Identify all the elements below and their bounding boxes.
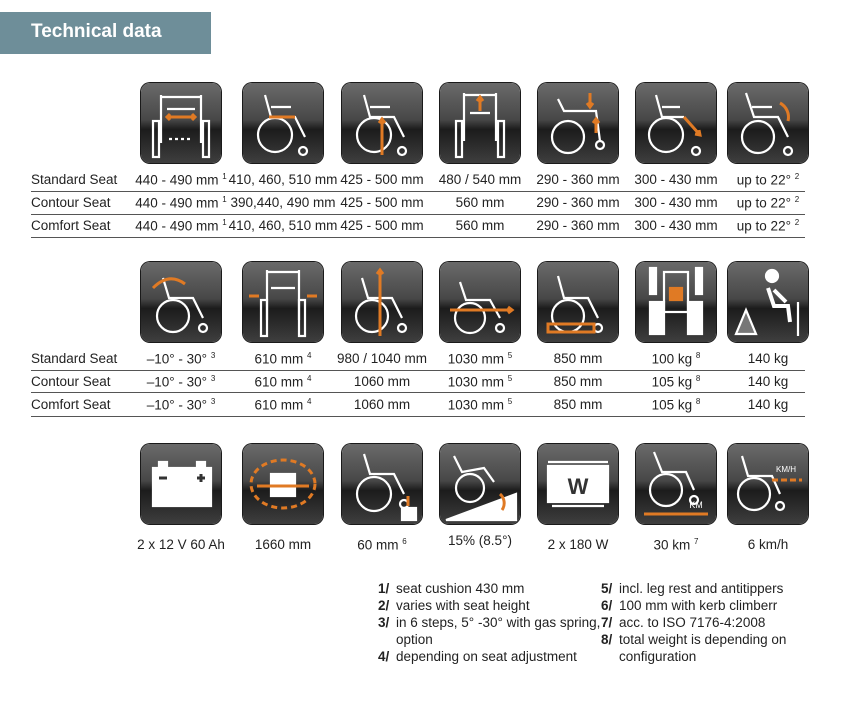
battery-icon [141, 444, 221, 524]
table-cell [713, 351, 823, 366]
footnote-ref: 3 [210, 397, 216, 406]
cell-value: up to 22° [736, 172, 791, 188]
footnote-number: 4/ [378, 649, 390, 664]
table-cell [228, 218, 338, 233]
cell-value: 1030 mm [447, 397, 505, 413]
table-cell [126, 397, 236, 413]
table-cell [126, 374, 236, 390]
footnote-ref: 2 [794, 218, 800, 227]
row-divider [31, 370, 805, 371]
speed-icon-label: KM/H [776, 465, 796, 474]
table-cell [425, 397, 535, 413]
cell-value: 610 mm [254, 397, 304, 413]
footnote-ref: 5 [507, 351, 513, 360]
feature-value: 6 km/h [747, 537, 789, 552]
cell-value: 1030 mm [447, 374, 505, 390]
legrest-length-icon [636, 83, 716, 163]
speed-icon [728, 444, 808, 524]
folded-length-icon [538, 262, 618, 342]
cell-value: 980 / 1040 mm [336, 351, 428, 366]
table-cell [126, 218, 236, 234]
table-cell [425, 351, 535, 367]
footnote-ref: 1 [222, 195, 227, 204]
table-cell [327, 351, 437, 366]
cell-value: 140 kg [747, 374, 789, 389]
table-cell [523, 195, 633, 210]
footnote-number: 7/ [601, 615, 613, 630]
footnote-text: varies with seat height [396, 598, 530, 613]
footnote [378, 648, 608, 665]
footnote-text: acc. to ISO 7176-4:2008 [619, 615, 766, 630]
row-label: Contour Seat [31, 374, 111, 389]
cell-value: 300 - 430 mm [634, 195, 718, 210]
turning-circle-icon [243, 444, 323, 524]
feature-label [713, 537, 823, 552]
cell-value: 105 kg [651, 374, 693, 390]
cell-value: 440 - 490 mm [135, 172, 219, 188]
footnote [378, 597, 608, 614]
cell-value: 290 - 360 mm [536, 218, 620, 233]
feature-label [327, 537, 437, 553]
table-cell [228, 351, 338, 367]
table-cell [523, 351, 633, 366]
cell-value: 610 mm [254, 374, 304, 390]
range-icon-label: KM [689, 500, 703, 510]
cell-value: 1060 mm [353, 397, 411, 412]
feature-label [126, 537, 236, 552]
table-cell [327, 195, 437, 210]
cell-value: 1060 mm [353, 374, 411, 389]
footnote-ref: 1 [222, 172, 227, 181]
cell-value: 410, 460, 510 mm [228, 218, 338, 233]
cell-value: 425 - 500 mm [340, 218, 424, 233]
footnote-text: 100 mm with kerb climberr [619, 598, 778, 613]
table-cell [228, 195, 338, 210]
footnote-text: in 6 steps, 5° -30° with gas spring, option [396, 615, 601, 647]
table-cell [425, 172, 535, 187]
footnote [378, 614, 608, 648]
row-label: Contour Seat [31, 195, 111, 210]
range-icon [636, 444, 716, 524]
table-cell [713, 195, 823, 211]
motor-icon-label: W [567, 474, 589, 499]
row-label: Standard Seat [31, 172, 118, 187]
seat-depth-icon [243, 83, 323, 163]
row-divider [31, 416, 805, 417]
footnote-text: total weight is depending on configuration [619, 632, 787, 664]
row-label: Comfort Seat [31, 218, 111, 233]
motor-icon [538, 444, 618, 524]
cell-value: –10° - 30° [146, 374, 208, 390]
table-cell [523, 397, 633, 412]
footnote-ref: 8 [695, 374, 701, 383]
cell-value: 300 - 430 mm [634, 218, 718, 233]
footnote-ref: 2 [794, 195, 800, 204]
cell-value: 480 / 540 mm [438, 172, 522, 187]
table-cell [523, 374, 633, 389]
cell-value: 850 mm [553, 374, 603, 389]
overall-width-icon [243, 262, 323, 342]
row-divider [31, 392, 805, 393]
table-cell [228, 374, 338, 390]
row-label: Standard Seat [31, 351, 118, 366]
footnote-ref: 5 [507, 374, 513, 383]
footnote-ref: 8 [695, 397, 701, 406]
feature-label [228, 537, 338, 552]
cell-value: 100 kg [651, 351, 693, 367]
armrest-height-icon [538, 83, 618, 163]
cell-value: 300 - 430 mm [634, 172, 718, 187]
footnote-ref: 1 [222, 218, 227, 227]
table-cell [523, 172, 633, 187]
table-cell [425, 195, 535, 210]
footnote-ref: 3 [210, 374, 216, 383]
feature-label [425, 533, 535, 548]
footnote-ref: 2 [794, 172, 800, 181]
table-cell [713, 374, 823, 389]
cell-value: 560 mm [455, 195, 505, 210]
footnote [378, 580, 608, 597]
empty-weight-icon [636, 262, 716, 342]
seat-tilt-icon [141, 262, 221, 342]
table-cell [327, 172, 437, 187]
cell-value: 440 - 490 mm [135, 218, 219, 234]
page-title: Technical data [31, 21, 162, 42]
footnotes-right [601, 580, 831, 665]
cell-value: up to 22° [736, 218, 791, 234]
cell-value: 610 mm [254, 351, 304, 367]
table-cell [228, 172, 338, 187]
max-user-weight-icon [728, 262, 808, 342]
footnote [601, 631, 831, 665]
table-cell [228, 397, 338, 413]
cell-value: 140 kg [747, 351, 789, 366]
cell-value: 390,440, 490 mm [230, 195, 336, 210]
footnote [601, 597, 831, 614]
footnote [601, 614, 831, 631]
backrest-angle-icon [728, 83, 808, 163]
footnote-ref: 7 [694, 537, 699, 546]
feature-value: 15% (8.5°) [448, 533, 512, 548]
cell-value: 290 - 360 mm [536, 172, 620, 187]
footnote-ref: 5 [507, 397, 513, 406]
footnote-ref: 3 [210, 351, 216, 360]
footnote-number: 2/ [378, 598, 390, 613]
cell-value: 850 mm [553, 351, 603, 366]
feature-value: 2 x 12 V 60 Ah [137, 537, 225, 552]
feature-value: 1660 mm [254, 537, 312, 552]
footnote [601, 580, 831, 597]
feature-value: 60 mm [357, 537, 399, 553]
overall-height-icon [342, 262, 422, 342]
footnote-text: seat cushion 430 mm [396, 581, 525, 596]
cell-value: 425 - 500 mm [340, 195, 424, 210]
footnote-number: 1/ [378, 581, 390, 596]
cell-value: 1030 mm [447, 351, 505, 367]
overall-length-icon [440, 262, 520, 342]
table-cell [126, 195, 236, 211]
footnote-ref: 8 [695, 351, 701, 360]
cell-value: 410, 460, 510 mm [228, 172, 338, 187]
cell-value: 850 mm [553, 397, 603, 412]
footnote-text: depending on seat adjustment [396, 649, 577, 664]
cell-value: 290 - 360 mm [536, 195, 620, 210]
footnote-number: 6/ [601, 598, 613, 613]
footnote-text: incl. leg rest and antitippers [619, 581, 784, 596]
footnote-ref: 4 [307, 397, 312, 406]
footnote-number: 8/ [601, 632, 613, 647]
row-divider [31, 237, 805, 238]
section-header [0, 12, 211, 54]
cell-value: –10° - 30° [146, 397, 208, 413]
obstacle-height-icon [342, 444, 422, 524]
row-label: Comfort Seat [31, 397, 111, 412]
backrest-width-icon [440, 83, 520, 163]
cell-value: up to 22° [736, 195, 791, 211]
table-cell [126, 351, 236, 367]
footnote-ref: 4 [307, 351, 312, 360]
table-cell [425, 374, 535, 390]
table-cell [523, 218, 633, 233]
footnote-ref: 4 [307, 374, 312, 383]
seat-height-icon [342, 83, 422, 163]
cell-value: 140 kg [747, 397, 789, 412]
footnote-number: 5/ [601, 581, 613, 596]
feature-value: 2 x 180 W [547, 537, 609, 552]
footnote-ref: 6 [402, 537, 407, 546]
table-cell [425, 218, 535, 233]
cell-value: 105 kg [651, 397, 693, 413]
table-cell [713, 397, 823, 412]
cell-value: –10° - 30° [146, 351, 208, 367]
cell-value: 440 - 490 mm [135, 195, 219, 211]
table-cell [327, 374, 437, 389]
cell-value: 425 - 500 mm [340, 172, 424, 187]
footnotes-left [378, 580, 608, 665]
footnote-number: 3/ [378, 615, 390, 630]
table-cell [327, 218, 437, 233]
climbing-ability-icon [440, 444, 520, 524]
table-cell [327, 397, 437, 412]
table-cell [126, 172, 236, 188]
feature-label [523, 537, 633, 552]
table-cell [713, 172, 823, 188]
feature-value: 30 km [653, 537, 691, 553]
table-cell [713, 218, 823, 234]
row-divider [31, 191, 805, 192]
row-divider [31, 214, 805, 215]
seat-width-icon [141, 83, 221, 163]
cell-value: 560 mm [455, 218, 505, 233]
